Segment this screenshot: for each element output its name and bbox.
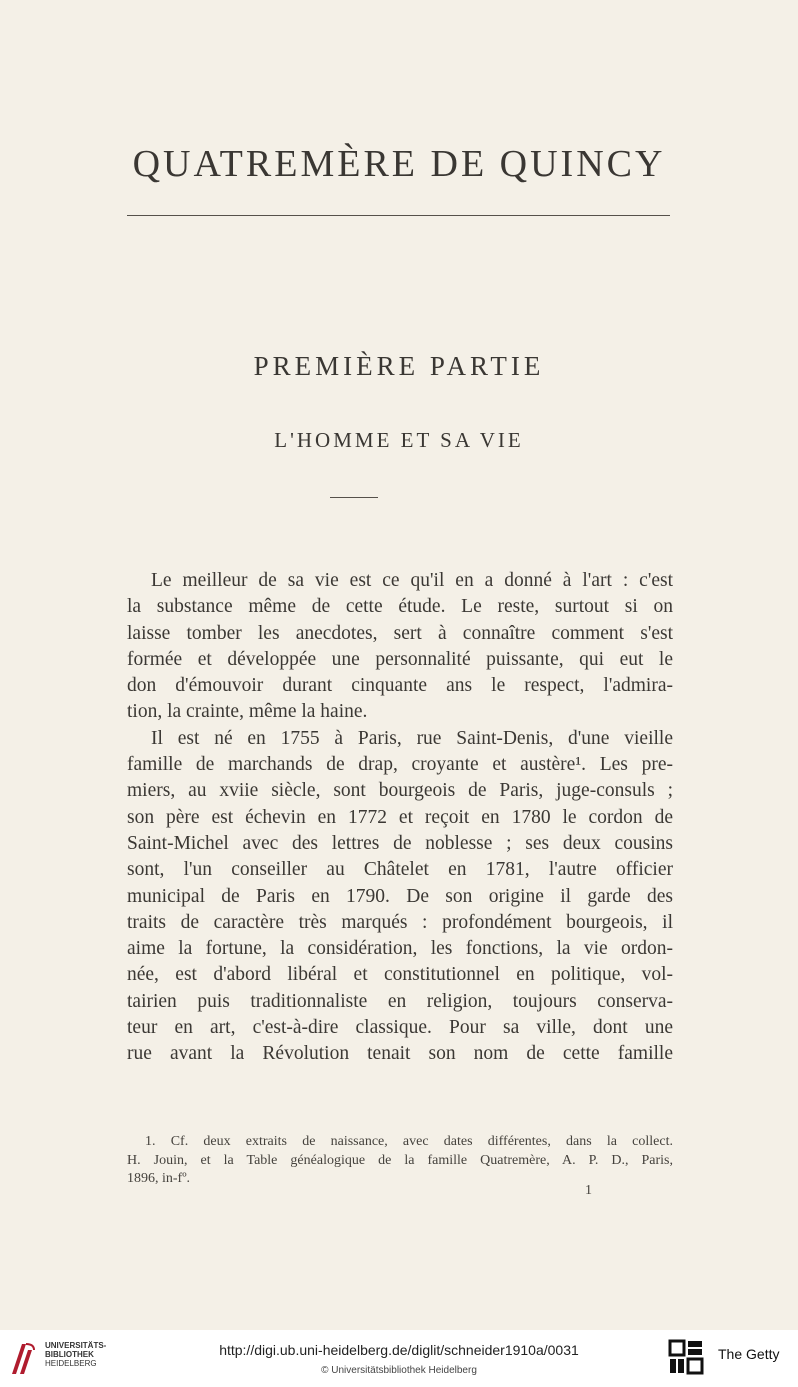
body-line: Saint-Michel avec des lettres de noblesse ; ses deux cousins [127,832,673,854]
viewer-footer-bar [0,1330,798,1387]
body-line: née, est d'abord libéral et constitutionnel en politique, vol- [127,964,673,986]
footnote-line: 1. Cf. deux extraits de naissance, avec dates différentes, dans la collect. [145,1134,673,1149]
chapter-title: L'HOMME ET SA VIE [274,428,524,452]
getty-logo-icon [668,1339,704,1375]
institution-line: HEIDELBERG [45,1359,97,1368]
body-line: son père est échevin en 1772 et reçoit en 1780 le cordon de [127,806,673,828]
body-line: tion, la crainte, même la haine. [127,701,368,723]
body-line: rue avant la Révolution tenait son nom de cette famille [127,1043,673,1065]
body-line: don d'émouvoir durant cinquante ans le respect, l'admira- [127,675,673,697]
footnote-line: 1896, in-fº. [127,1171,191,1186]
body-line: laisse tomber les anecdotes, sert à connaître comment s'est [127,622,673,644]
body-line: formée et développée une personnalité puissante, qui eut le [127,648,673,670]
body-line: miers, au xviie siècle, sont bourgeois de Paris, juge-consuls ; [127,780,673,802]
body-line: la substance même de cette étude. Le reste, surtout si on [127,596,673,618]
footnote-line: H. Jouin, et la Table généalogique de la famille Quatremère, A. P. D., Paris, [127,1152,673,1168]
section-rule [330,497,378,498]
body-line: teur en art, c'est-à-dire classique. Pour sa ville, dont une [127,1017,673,1039]
body-text [127,568,673,1068]
title-rule [127,215,670,216]
book-title: QUATREMÈRE DE QUINCY [132,143,666,185]
institution-line: BIBLIOTHEK [45,1350,94,1359]
page-number: 1 [585,1183,592,1198]
body-line: famille de marchands de drap, croyante et austère¹. Les pre- [127,754,673,776]
body-line: traits de caractère très marqués : profondément bourgeois, il [127,911,673,933]
permalink-url[interactable]: http://digi.ub.uni-heidelberg.de/diglit/schneider1910a/0031 [219,1342,579,1358]
copyright-notice: © Universitätsbibliothek Heidelberg [321,1365,477,1376]
part-title: PREMIÈRE PARTIE [253,351,545,381]
body-line: aime la fortune, la considération, les fonctions, la vie ordon- [127,938,673,960]
footnotes [127,1133,673,1189]
body-line: Le meilleur de sa vie est ce qu'il en a donné à l'art : c'est [151,570,673,591]
body-line: municipal de Paris en 1790. De son origine il garde des [127,885,673,907]
institution-line: UNIVERSITÄTS- [45,1341,107,1350]
body-line: Il est né en 1755 à Paris, rue Saint-Denis, d'une vieille [151,727,673,749]
body-line: tairien puis traditionnaliste en religion, toujours conserva- [127,990,673,1012]
body-line: sont, l'un conseiller au Châtelet en 1781, l'autre officier [127,859,673,881]
getty-name: The Getty [718,1346,780,1362]
